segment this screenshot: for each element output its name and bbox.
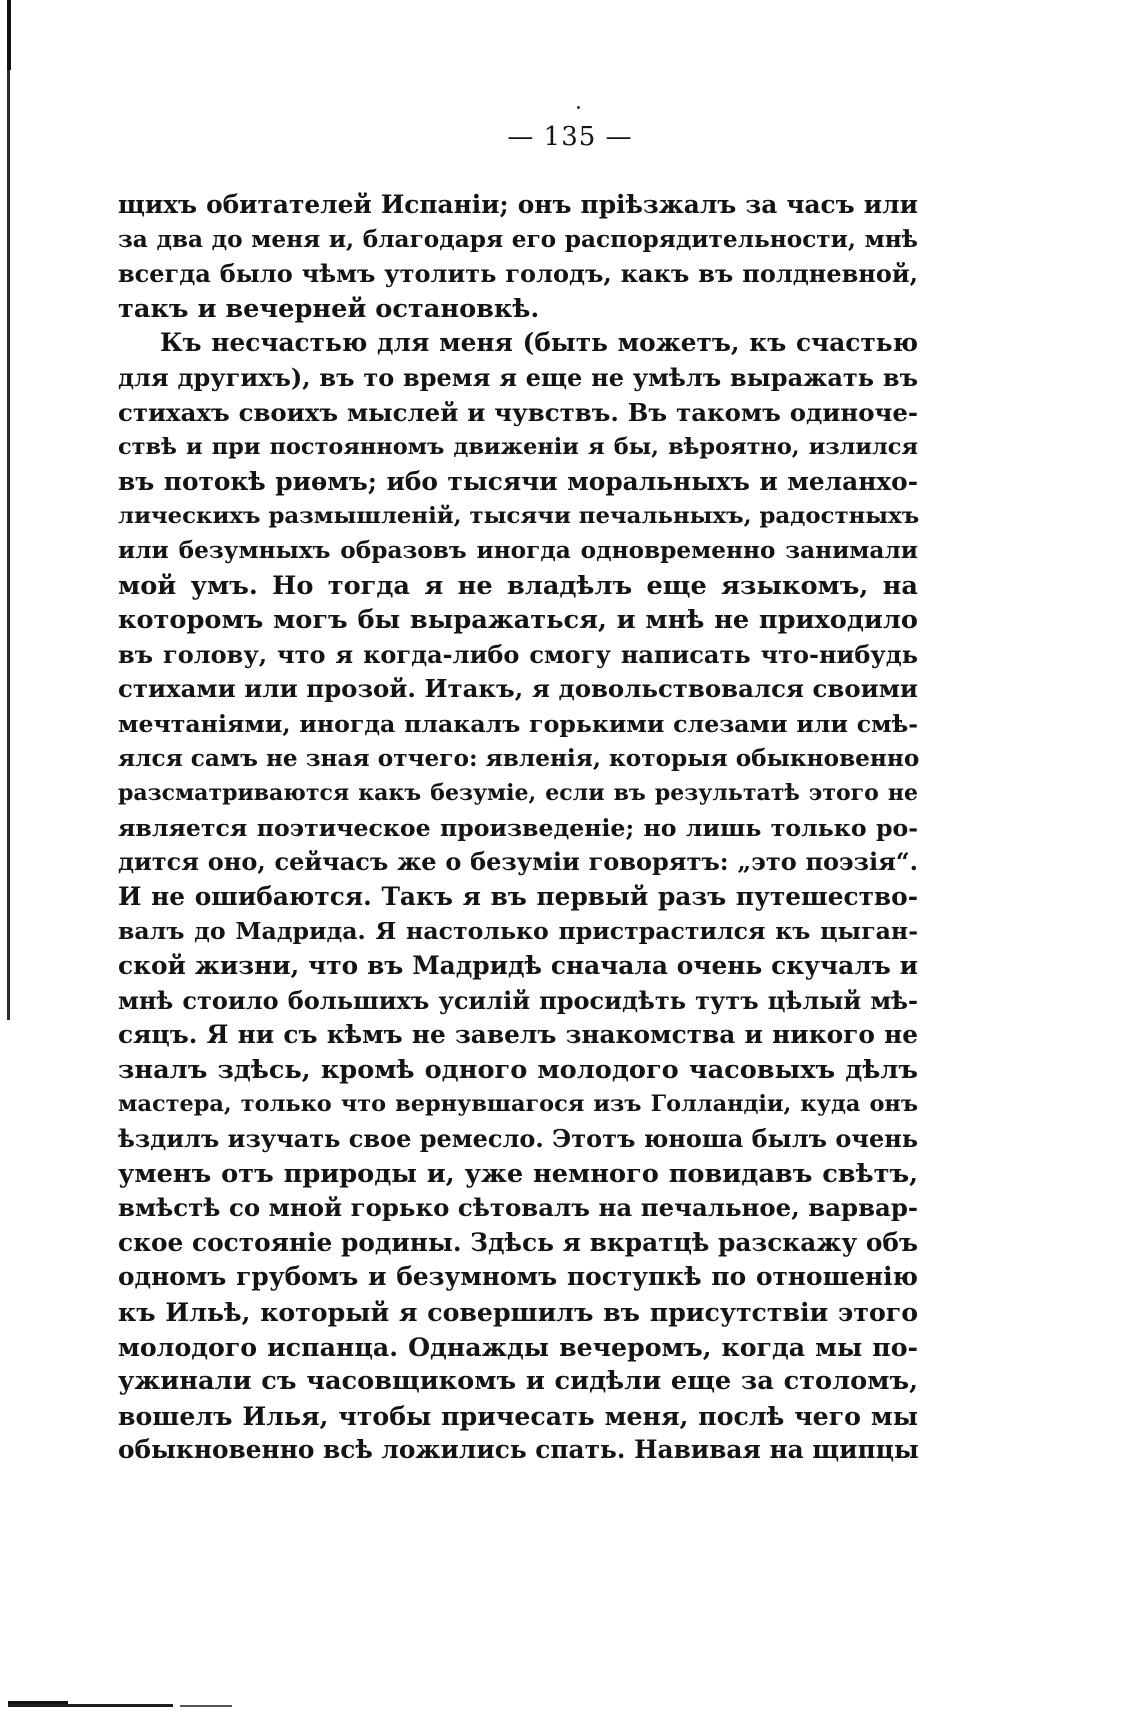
text-line: для другихъ), въ то время я еще не умѣлъ выражать въ [118,362,918,392]
text-line: мнѣ стоило большихъ усилій просидѣть тутъ цѣлый мѣ- [118,985,918,1015]
text-line: обыкновенно всѣ ложились спать. Навивая на щипцы [118,1435,919,1465]
text-line: мастера, только что вернувшагося изъ Голландіи, куда онъ [118,1091,918,1118]
text-line: зналъ здѣсь, кромѣ одного молодого часовыхъ дѣлъ [118,1054,918,1085]
text-line: сяцъ. Я ни съ кѣмъ не завелъ знакомства и никого не [118,1020,918,1050]
text-line: ялся самъ не зная отчего: явленія, которыя обыкновенно [118,744,920,772]
text-line: ужинали съ часовщикомъ и сидѣли еще за столомъ, [118,1366,918,1397]
text-line: или безумныхъ образовъ иногда одновременно занимали [118,536,918,564]
text-line: лическихъ размышленій, тысячи печальныхъ, радостныхъ [118,503,920,530]
text-line: валъ до Мадрида. Я настолько пристрастился къ цыган- [118,917,918,946]
print-speck [577,106,580,109]
text-line: такъ и вечерней остановкѣ. [118,293,540,324]
text-line: молодого испанца. Однажды вечеромъ, когда мы по- [118,1331,918,1362]
text-line: ствѣ и при постоянномъ движеніи я бы, вѣроятно, излился [118,434,918,461]
bottom-scan-line [8,1704,173,1707]
text-line: мой умъ. Но тогда я не владѣлъ еще языкомъ, на [118,570,918,601]
text-line: ское состояніе родины. Здѣсь я вкратцѣ разскажу объ [118,1227,918,1257]
text-line: одномъ грубомъ и безумномъ поступкѣ по отношенію [118,1262,918,1292]
text-line: является поэтическое произведеніе; но лишь только ро- [118,813,918,842]
text-line: къ Ильѣ, который я совершилъ въ присутствіи этого [118,1297,918,1327]
text-line: мечтаніями, иногда плакалъ горькими слезами или смѣ- [118,709,918,738]
text-line: стихами или прозой. Итакъ, я довольствовался своими [118,674,918,704]
text-line: ской жизни, что въ Мадридѣ сначала очень скучалъ и [118,951,918,981]
body-text [118,188,918,1468]
text-line: ѣздилъ изучать свое ремесло. Этотъ юноша былъ очень [118,1124,919,1154]
text-line: Къ несчастью для меня (быть можетъ, къ счастью [160,328,918,358]
text-line: уменъ отъ природы и, уже немного повидавъ свѣтъ, [118,1158,918,1189]
text-line: въ потокѣ риѳмъ; ибо тысячи моральныхъ и меланхо- [118,466,918,496]
scan-edge-line [7,0,10,1020]
text-line: за два до меня и, благодаря его распорядительности, мнѣ [118,225,918,253]
text-line: щихъ обитателей Испаніи; онъ пріѣзжалъ за часъ или [118,190,918,219]
text-line: И не ошибаются. Такъ я въ первый разъ путешество- [118,881,918,911]
text-line: вошелъ Илья, чтобы причесать меня, послѣ чего мы [118,1400,918,1431]
text-line: всегда было чѣмъ утолить голодъ, какъ въ полдневной, [118,259,918,289]
text-line: вмѣстѣ со мной горько сѣтовалъ на печальное, варвар- [118,1193,918,1223]
text-line: разсматриваются какъ безуміе, если въ результатѣ этого не [118,780,918,807]
text-line: которомъ могъ бы выражаться, и мнѣ не приходило [118,605,918,636]
text-line: дится оно, сейчасъ же о безуміи говорятъ: „это поэзія“. [118,847,918,877]
text-line: стихахъ своихъ мыслей и чувствъ. Въ такомъ одиноче- [118,397,918,427]
text-line: въ голову, что я когда-либо смогу написать что-нибудь [118,639,918,669]
bottom-scan-line-tail [180,1705,232,1707]
page-number: — 135 — [507,122,633,152]
scan-edge-mark [7,0,11,70]
